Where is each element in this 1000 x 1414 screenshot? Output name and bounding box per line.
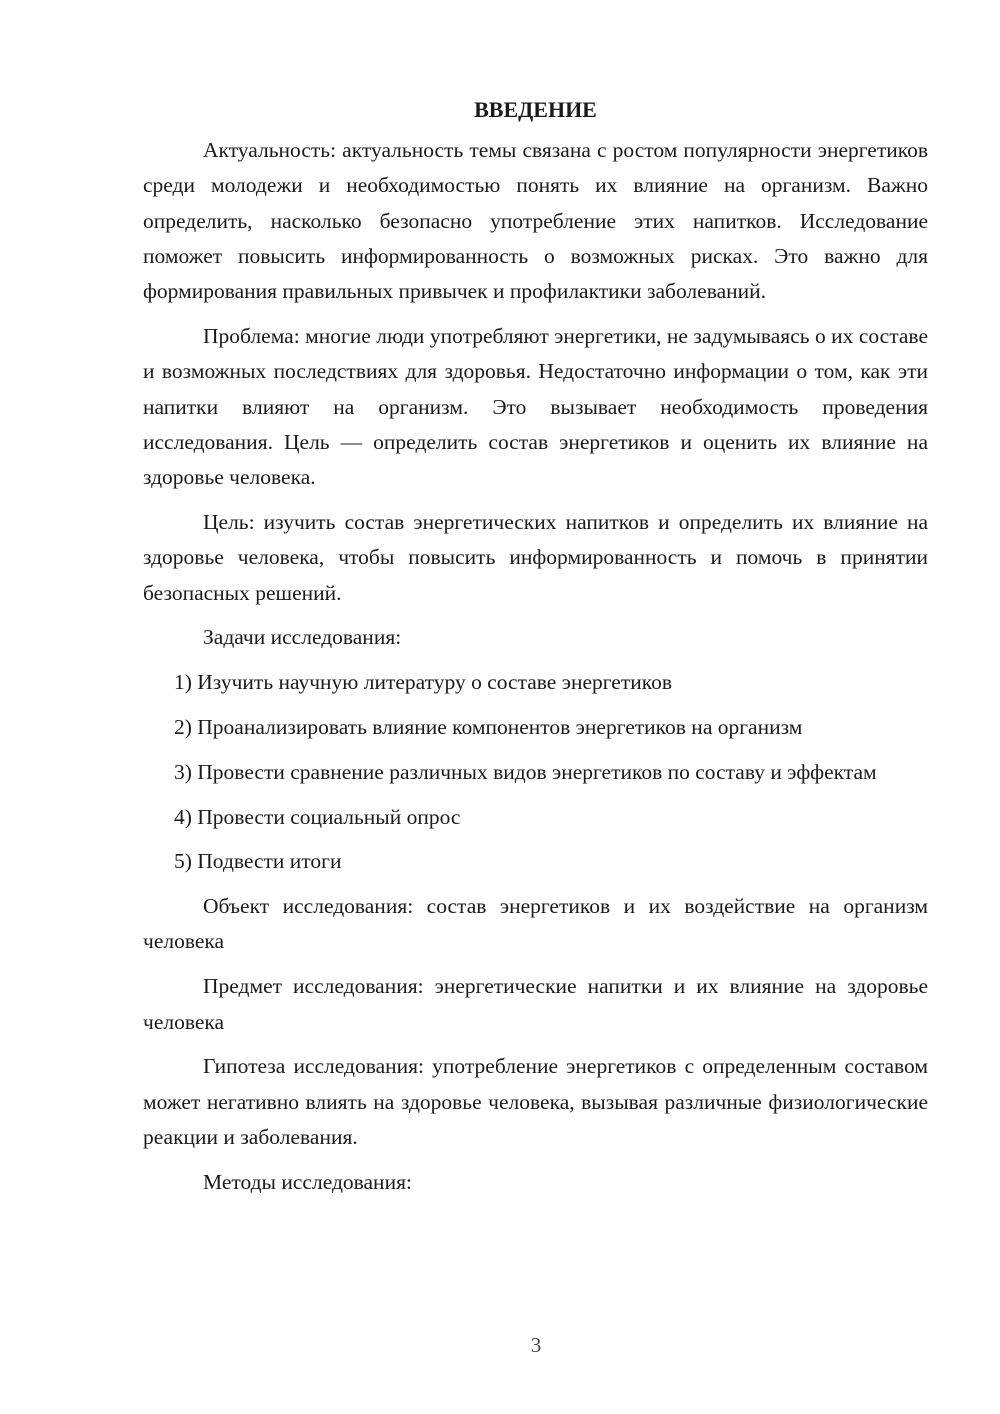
task-item-4: 4) Провести социальный опрос bbox=[174, 804, 461, 829]
paragraph-goal: Цель: изучить состав энергетических напитков и определить их влияние на здоровье человека, чтобы повысить информированность и помочь в принятии безопасных решений. bbox=[143, 509, 928, 605]
task-item-3: 3) Провести сравнение различных видов энергетиков по составу и эффектам bbox=[174, 759, 877, 784]
paragraph-methods: Методы исследования: bbox=[203, 1169, 412, 1194]
task-item-2: 2) Проанализировать влияние компонентов энергетиков на организм bbox=[174, 714, 803, 739]
paragraph-tasks-heading: Задачи исследования: bbox=[203, 625, 402, 650]
paragraph-problem: Проблема: многие люди употребляют энергетики, не задумываясь о их составе и возможных последствиях для здоровья. Недостаточно информации о том, как эти напитки влияют на организм. Это вызывает необходимость проведения исследования. Цель — определить состав энергетиков и оценить их влияние на здоровье человека. bbox=[143, 323, 928, 490]
section-title: ВВЕДЕНИЕ bbox=[474, 97, 597, 122]
paragraph-hypothesis: Гипотеза исследования: употребление энергетиков с определенным составом может негативно влиять на здоровье человека, вызывая различные физиологические реакции и заболевания. bbox=[143, 1054, 928, 1149]
document-page bbox=[143, 92, 928, 1210]
task-item-1: 1) Изучить научную литературу о составе энергетиков bbox=[174, 670, 672, 695]
paragraph-subject: Предмет исследования: энергетические напитки и их влияние на здоровье человека bbox=[143, 974, 928, 1034]
task-item-5: 5) Подвести итоги bbox=[174, 849, 342, 874]
paragraph-object: Объект исследования: состав энергетиков и их воздействие на организм человека bbox=[143, 894, 928, 954]
page-number: 3 bbox=[530, 1333, 542, 1357]
paragraph-relevance: Актуальность: актуальность темы связана с ростом популярности энергетиков среди молодежи и необходимостью понять их влияние на организм. Важно определить, насколько безопасно употребление этих напитков. Исследование поможет повысить информированность о возможных рисках. Это важно для формирования правильных привычек и профилактики заболеваний. bbox=[143, 138, 928, 304]
